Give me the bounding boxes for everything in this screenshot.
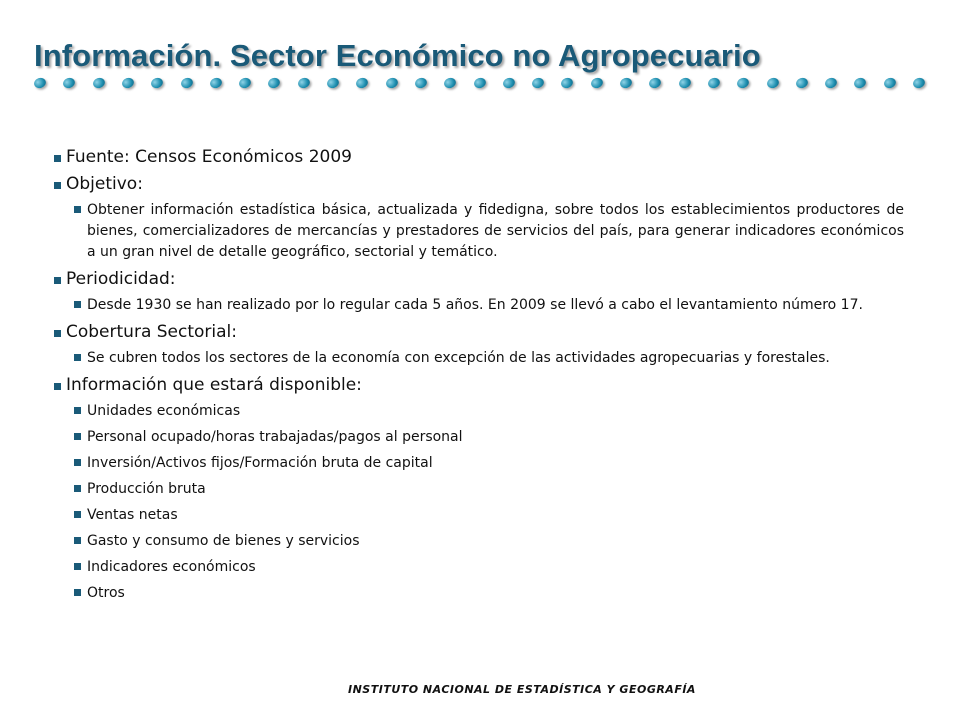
item-text: Ventas netas <box>87 507 178 523</box>
item-text: Producción bruta <box>87 481 206 497</box>
list-item <box>74 200 904 263</box>
square-bullet-icon <box>54 277 61 284</box>
square-bullet-icon <box>74 537 81 544</box>
decorative-dot <box>590 76 605 90</box>
square-bullet-icon <box>74 459 81 466</box>
list-item <box>74 583 904 604</box>
section-cobertura <box>54 321 904 343</box>
square-bullet-icon <box>54 182 61 189</box>
decorative-dot <box>326 76 341 90</box>
square-bullet-icon <box>74 206 81 213</box>
decorative-dot <box>853 76 868 90</box>
square-bullet-icon <box>54 383 61 390</box>
decorative-dot <box>33 76 48 90</box>
square-bullet-icon <box>74 485 81 492</box>
decorative-dot <box>150 76 165 90</box>
decorative-dot <box>238 76 253 90</box>
decorative-dot <box>766 76 781 90</box>
section-informacion-disponible <box>54 374 904 396</box>
square-bullet-icon <box>74 301 81 308</box>
item-text: Gasto y consumo de bienes y servicios <box>87 533 360 549</box>
list-item <box>74 453 904 474</box>
list-item <box>74 505 904 526</box>
bullet-list <box>54 146 904 609</box>
decorative-dot <box>883 76 898 90</box>
section-heading: Periodicidad: <box>66 269 176 289</box>
item-text: Desde 1930 se han realizado por lo regular cada 5 años. En 2009 se llevó a cabo el levantamiento número 17. <box>87 297 863 313</box>
decorative-dot <box>678 76 693 90</box>
item-text: Personal ocupado/horas trabajadas/pagos al personal <box>87 429 463 445</box>
square-bullet-icon <box>74 407 81 414</box>
section-heading: Cobertura Sectorial: <box>66 322 238 342</box>
item-text: Unidades económicas <box>87 403 241 419</box>
list-item <box>74 427 904 448</box>
decorative-dot <box>619 76 634 90</box>
section-objetivo <box>54 173 904 195</box>
item-text: Indicadores económicos <box>87 559 256 575</box>
section-heading: Objetivo: <box>66 174 143 194</box>
decorative-dot <box>648 76 663 90</box>
square-bullet-icon <box>74 563 81 570</box>
decorative-dot <box>443 76 458 90</box>
decorative-dot <box>62 76 77 90</box>
decorative-dot <box>355 76 370 90</box>
decorative-dot <box>473 76 488 90</box>
square-bullet-icon <box>74 433 81 440</box>
decorative-dot <box>414 76 429 90</box>
list-item <box>74 479 904 500</box>
item-text: Obtener información estadística básica, actualizada y fidedigna, sobre todos los establecimientos productores de bienes, comercializadores de mercancías y prestadores de servicios del país, para generar indicadores económicos a un gran nivel de detalle geográfico, sectorial y temático. <box>87 202 904 260</box>
square-bullet-icon <box>54 155 61 162</box>
decorative-dot <box>92 76 107 90</box>
list-item <box>74 295 904 316</box>
list-item <box>74 531 904 552</box>
decorative-dot <box>531 76 546 90</box>
section-heading: Fuente: Censos Económicos 2009 <box>66 147 352 167</box>
decorative-dot <box>267 76 282 90</box>
decorative-dot <box>795 76 810 90</box>
decorative-dot <box>502 76 517 90</box>
square-bullet-icon <box>54 330 61 337</box>
decorative-dot <box>736 76 751 90</box>
square-bullet-icon <box>74 511 81 518</box>
decorative-dot <box>121 76 136 90</box>
list-item <box>74 348 904 369</box>
decorative-dot <box>385 76 400 90</box>
item-text: Se cubren todos los sectores de la economía con excepción de las actividades agropecuarias y forestales. <box>87 350 830 366</box>
decorative-dot <box>209 76 224 90</box>
item-text: Otros <box>87 585 125 601</box>
slide-title: Información. Sector Económico no Agropecuario <box>34 38 761 73</box>
decorative-dot <box>180 76 195 90</box>
section-periodicidad <box>54 268 904 290</box>
decorative-dot <box>707 76 722 90</box>
decorative-dot-row <box>34 78 934 98</box>
decorative-dot <box>912 76 927 90</box>
square-bullet-icon <box>74 589 81 596</box>
available-info-list <box>54 401 904 604</box>
decorative-dot <box>560 76 575 90</box>
list-item <box>74 557 904 578</box>
section-fuente <box>54 146 904 168</box>
institution-footer: INSTITUTO NACIONAL DE ESTADÍSTICA Y GEOGRAFÍA <box>348 683 696 696</box>
decorative-dot <box>824 76 839 90</box>
section-heading: Información que estará disponible: <box>66 375 362 395</box>
item-text: Inversión/Activos fijos/Formación bruta de capital <box>87 455 433 471</box>
decorative-dot <box>297 76 312 90</box>
square-bullet-icon <box>74 354 81 361</box>
list-item <box>74 401 904 422</box>
